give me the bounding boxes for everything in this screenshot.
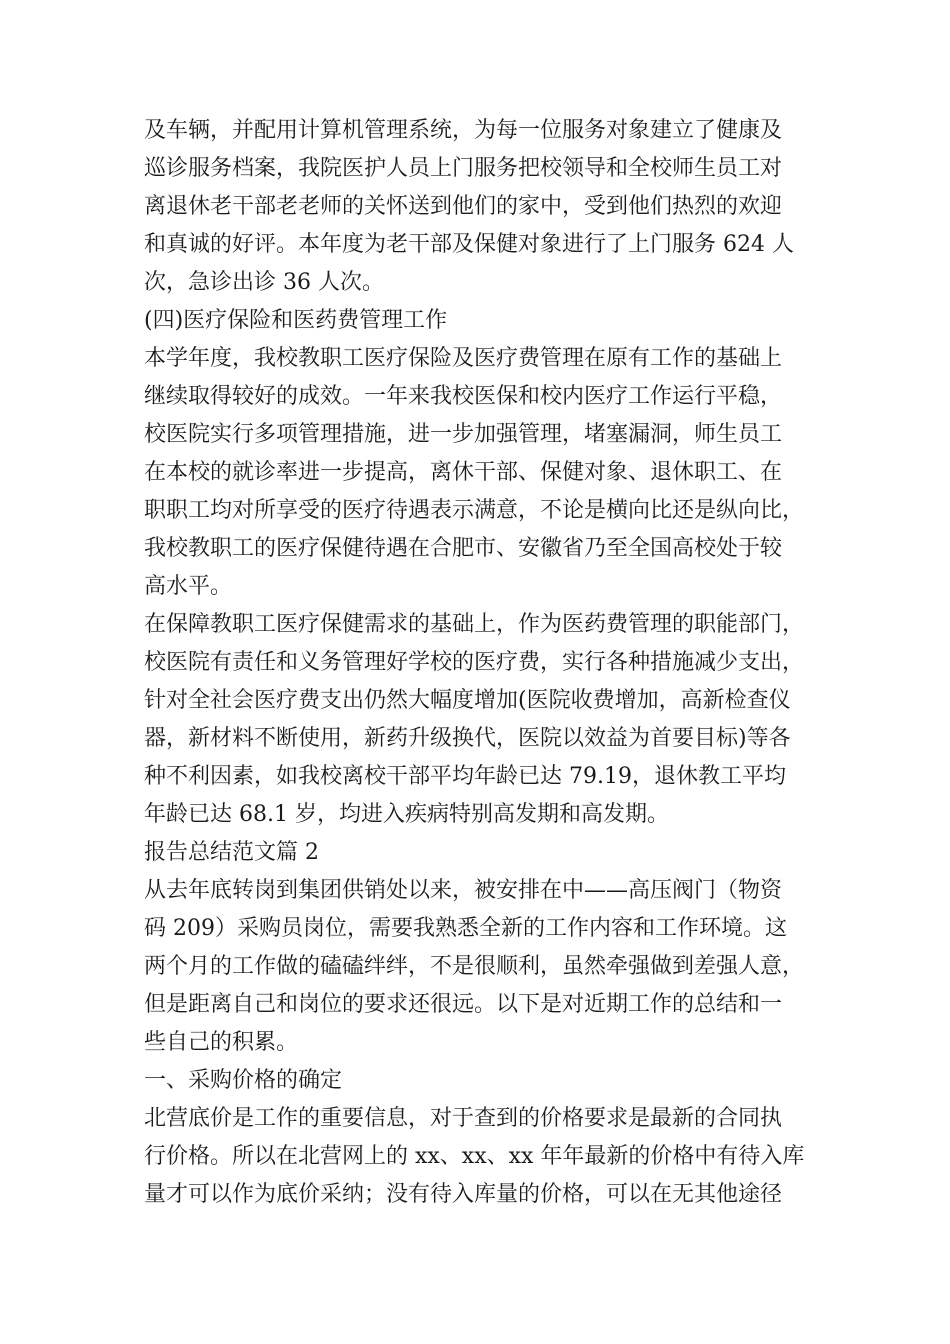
- text-line: 次，急诊出诊 36 人次。: [144, 270, 384, 295]
- text-line: 和真诚的好评。本年度为老干部及保健对象进行了上门服务 624 人: [144, 232, 794, 257]
- text-line: 量才可以作为底价采纳；没有待入库量的价格，可以在无其他途径: [144, 1182, 783, 1207]
- section-heading: 报告总结范文篇 2: [144, 840, 319, 865]
- text-line: 职职工均对所享受的医疗待遇表示满意，不论是横向比还是纵向比，: [144, 498, 805, 523]
- text-line: 及车辆，并配用计算机管理系统，为每一位服务对象建立了健康及: [144, 118, 783, 143]
- text-line: 两个月的工作做的磕磕绊绊，不是很顺利，虽然牵强做到差强人意，: [144, 954, 805, 979]
- text-line: 码 209）采购员岗位，需要我熟悉全新的工作内容和工作环境。这: [144, 916, 787, 941]
- text-line: 种不利因素，如我校离校干部平均年龄已达 79.19，退休教工平均: [144, 764, 786, 789]
- text-line: 针对全社会医疗费支出仍然大幅度增加(医院收费增加，高新检查仪: [144, 688, 791, 713]
- text-line: 高水平。: [144, 574, 233, 599]
- text-line: 年龄已达 68.1 岁，均进入疾病特别高发期和高发期。: [144, 802, 669, 827]
- text-line: 但是距离自己和岗位的要求还很远。以下是对近期工作的总结和一: [144, 992, 783, 1017]
- text-line: 在本校的就诊率进一步提高，离休干部、保健对象、退休职工、在: [144, 460, 783, 485]
- text-line: 继续取得较好的成效。一年来我校医保和校内医疗工作运行平稳，: [144, 384, 783, 409]
- text-line: 本学年度，我校教职工医疗保险及医疗费管理在原有工作的基础上: [144, 346, 783, 371]
- text-line: 巡诊服务档案，我院医护人员上门服务把校领导和全校师生员工对: [144, 156, 783, 181]
- text-line: 器，新材料不断使用，新药升级换代，医院以效益为首要目标)等各: [144, 726, 791, 751]
- section-heading: 一、采购价格的确定: [144, 1068, 343, 1093]
- text-line: 行价格。所以在北营网上的 xx、xx、xx 年年最新的价格中有待入库: [144, 1144, 805, 1169]
- text-line: 离退休老干部老老师的关怀送到他们的家中，受到他们热烈的欢迎: [144, 194, 783, 219]
- text-line: 北营底价是工作的重要信息，对于查到的价格要求是最新的合同执: [144, 1106, 783, 1131]
- text-line: 我校教职工的医疗保健待遇在合肥市、安徽省乃至全国高校处于较: [144, 536, 783, 561]
- text-line: 校医院有责任和义务管理好学校的医疗费，实行各种措施减少支出，: [144, 650, 805, 675]
- document-body: [144, 112, 824, 1214]
- text-line: 在保障教职工医疗保健需求的基础上，作为医药费管理的职能部门，: [144, 612, 805, 637]
- section-heading: (四)医疗保险和医药费管理工作: [144, 308, 448, 333]
- text-line: 些自己的积累。: [144, 1030, 299, 1055]
- text-line: 从去年底转岗到集团供销处以来，被安排在中——高压阀门（物资: [144, 878, 783, 903]
- text-line: 校医院实行多项管理措施，进一步加强管理，堵塞漏洞，师生员工: [144, 422, 783, 447]
